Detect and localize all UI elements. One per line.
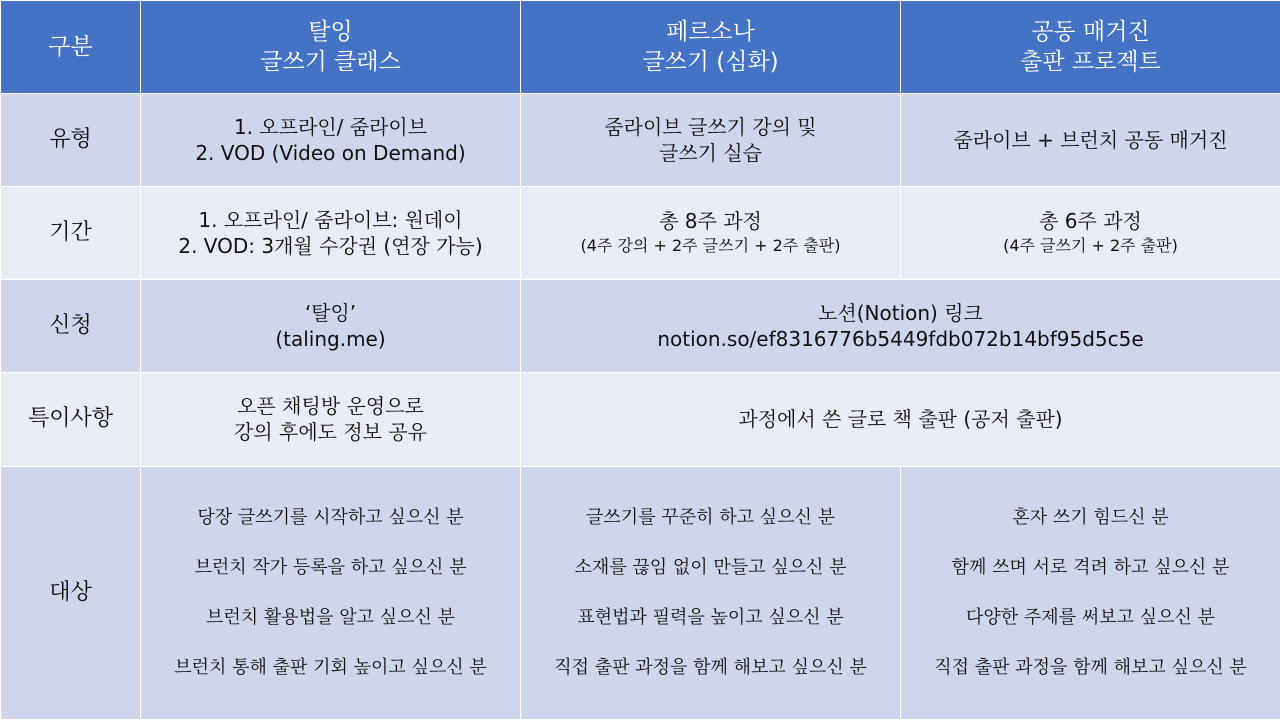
header-text: 출판 프로젝트 — [1020, 49, 1161, 75]
header-magazine-project — [901, 1, 1280, 94]
cell-text: ‘탈잉’ — [304, 301, 357, 326]
list-item: 직접 출판 과정을 함께 해보고 싶으신 분 — [554, 656, 867, 678]
cell-period-persona — [521, 187, 901, 280]
cell-text: 줌라이브 글쓰기 강의 및 — [604, 115, 817, 140]
cell-text: 총 8주 과정 — [659, 209, 762, 234]
cell-subtext: (4주 강의 + 2주 글쓰기 + 2주 출판) — [580, 236, 841, 256]
cell-type-persona — [521, 94, 901, 187]
cell-text: 1. 오프라인/ 줌라이브: 원데이 — [198, 208, 463, 233]
cell-text: 노션(Notion) 링크 — [818, 301, 983, 326]
row-apply — [1, 280, 1280, 373]
cell-text: 오픈 채팅방 운영으로 — [237, 394, 424, 419]
cell-type-taling — [141, 94, 521, 187]
header-text: 탈잉 — [308, 19, 353, 45]
cell-subtext: (4주 글쓰기 + 2주 출판) — [1003, 236, 1178, 256]
cell-type-magazine — [901, 94, 1280, 187]
header-text: 글쓰기 클래스 — [260, 49, 401, 75]
cell-apply-notion — [521, 280, 1280, 373]
cell-notes-taling — [141, 373, 521, 466]
cell-period-magazine — [901, 187, 1280, 280]
header-row — [1, 1, 1280, 94]
row-type — [1, 94, 1280, 187]
header-text: 글쓰기 (심화) — [642, 49, 779, 75]
cell-text: 총 6주 과정 — [1039, 209, 1142, 234]
list-item: 직접 출판 과정을 함께 해보고 싶으신 분 — [934, 656, 1247, 678]
cell-text: 2. VOD (Video on Demand) — [195, 141, 466, 166]
header-text: 구분 — [48, 34, 93, 60]
cell-period-taling — [141, 187, 521, 280]
taling-link: (taling.me) — [275, 327, 386, 352]
cell-text: 1. 오프라인/ 줌라이브 — [233, 115, 428, 140]
header-persona-writing — [521, 1, 901, 94]
row-label-target: 대상 — [1, 466, 141, 719]
row-label-type: 유형 — [1, 94, 141, 187]
list-item: 브런치 작가 등록을 하고 싶으신 분 — [194, 556, 467, 578]
header-text: 공동 매거진 — [1031, 19, 1150, 45]
header-category — [1, 1, 141, 94]
cell-text: 과정에서 쓴 글로 책 출판 (공저 출판) — [738, 407, 1063, 432]
row-label-period: 기간 — [1, 187, 141, 280]
notion-link: notion.so/ef8316776b5449fdb072b14bf95d5c5e — [657, 327, 1144, 352]
header-taling-class — [141, 1, 521, 94]
cell-target-taling — [141, 466, 521, 719]
list-item: 혼자 쓰기 힘드신 분 — [1012, 506, 1169, 528]
cell-notes-publish — [521, 373, 1280, 466]
cell-text: 글쓰기 실습 — [659, 141, 762, 166]
row-label-apply: 신청 — [1, 280, 141, 373]
row-period — [1, 187, 1280, 280]
list-item: 다양한 주제를 써보고 싶으신 분 — [966, 606, 1215, 628]
list-item: 브런치 활용법을 알고 싶으신 분 — [206, 606, 455, 628]
list-item: 소재를 끊임 없이 만들고 싶으신 분 — [574, 556, 847, 578]
row-notes — [1, 373, 1280, 466]
header-text: 페르소나 — [666, 19, 755, 45]
list-item: 글쓰기를 꾸준히 하고 싶으신 분 — [586, 506, 835, 528]
cell-target-persona — [521, 466, 901, 719]
cell-text: 줌라이브 + 브런치 공동 매거진 — [953, 128, 1228, 153]
list-item: 표현법과 필력을 높이고 싶으신 분 — [577, 606, 844, 628]
list-item: 함께 쓰며 서로 격려 하고 싶으신 분 — [951, 556, 1230, 578]
row-target — [1, 466, 1280, 719]
cell-text: 2. VOD: 3개월 수강권 (연장 가능) — [178, 234, 483, 259]
cell-apply-taling — [141, 280, 521, 373]
list-item: 브런치 통해 출판 기회 높이고 싶으신 분 — [174, 656, 487, 678]
cell-text: 강의 후에도 정보 공유 — [234, 420, 427, 445]
cell-target-magazine — [901, 466, 1280, 719]
list-item: 당장 글쓰기를 시작하고 싶으신 분 — [197, 506, 464, 528]
row-label-notes: 특이사항 — [1, 373, 141, 466]
